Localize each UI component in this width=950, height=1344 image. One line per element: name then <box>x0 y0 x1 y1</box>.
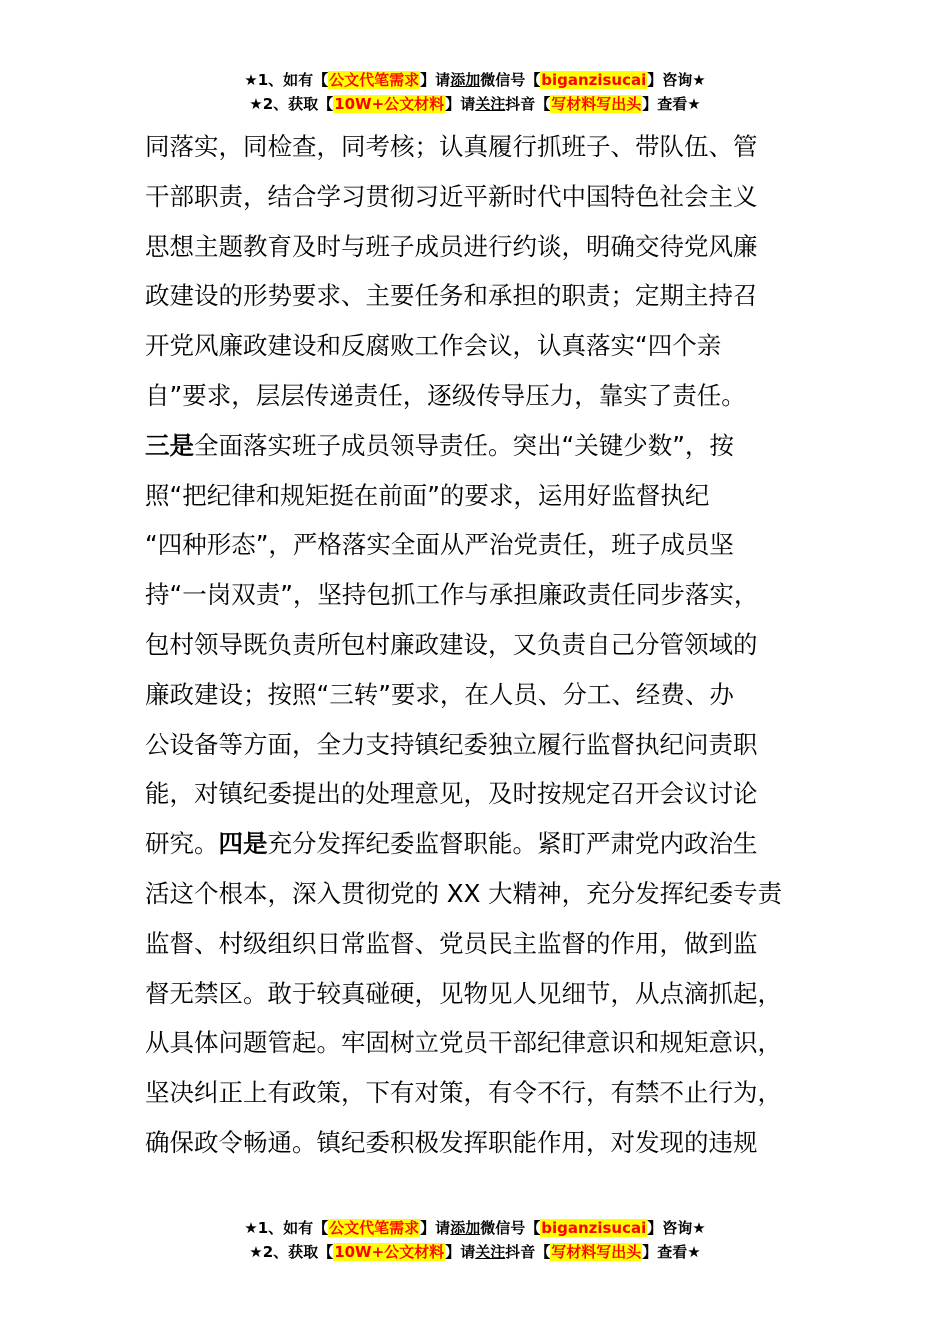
text-line: 政建设的形势要求、主要任务和承担的职责；定期主持召 <box>145 281 758 311</box>
banner-line-2 <box>0 92 950 116</box>
text-line: 活这个根本，深入贯彻党的 XX 大精神，充分发挥纪委专责 <box>145 878 783 908</box>
document-body <box>145 122 815 1168</box>
text-line: 自”要求，层层传递责任，逐级传导压力，靠实了责任。 <box>145 380 746 410</box>
banner-highlight: 10W+公文材料 <box>334 1243 445 1261</box>
banner-highlight: biganzisucai <box>541 71 647 89</box>
banner-text: 微信号【 <box>480 71 541 89</box>
section-marker-3: 三是 <box>145 430 194 460</box>
text-line: 持“一岗双责”，坚持包抓工作与承担廉政责任同步落实， <box>145 580 759 610</box>
text-line: 能，对镇纪委提出的处理意见，及时按规定召开会议讨论 <box>145 779 758 809</box>
text-run: 全面落实班子成员领导责任。突出“关键少数”，按 <box>194 430 734 460</box>
text-line: 坚决纠正上有政策，下有对策，有令不行，有禁不止行为， <box>145 1078 782 1108</box>
text-line <box>145 421 815 471</box>
banner-text: 】请 <box>445 1243 476 1261</box>
banner-text: 】咨询★ <box>647 71 706 89</box>
text-line: 监督、村级组织日常监督、党员民主监督的作用，做到监 <box>145 928 758 958</box>
banner-highlight: 公文代笔需求 <box>329 1219 420 1237</box>
text-line: 包村领导既负责所包村廉政建设，又负责自己分管领域的 <box>145 629 758 659</box>
section-marker-4: 四是 <box>218 829 268 859</box>
text-line: 确保政令畅通。镇纪委积极发挥职能作用，对发现的违规 <box>145 1127 758 1157</box>
banner-text: ★2、获取【 <box>249 95 334 113</box>
banner-text: 】查看★ <box>642 1243 701 1261</box>
text-line: 同落实，同检查，同考核；认真履行抓班子、带队伍、管 <box>145 132 758 161</box>
banner-text: 】查看★ <box>642 95 701 113</box>
banner-underlined: 关注 <box>475 95 506 113</box>
text-line: 廉政建设；按照“三转”要求，在人员、分工、经费、办 <box>145 679 734 709</box>
text-line: 公设备等方面，全力支持镇纪委独立履行监督执纪问责职 <box>145 729 758 759</box>
banner-highlight: 10W+公文材料 <box>334 95 445 113</box>
banner-line-1 <box>0 1216 950 1240</box>
banner-text: 抖音【 <box>505 1243 551 1261</box>
text-line: 照“把纪律和规矩挺在前面”的要求，运用好监督执纪 <box>145 480 710 510</box>
text-run: 充分发挥纪委监督职能。紧盯严肃党内政治生 <box>267 829 758 859</box>
footer-banner <box>0 1216 950 1264</box>
text-run: 研究。 <box>145 829 219 859</box>
banner-text: ★1、如有【 <box>244 71 329 89</box>
text-line: 督无禁区。敢于较真碰硬，见物见人见细节，从点滴抓起， <box>145 978 782 1008</box>
text-line: 思想主题教育及时与班子成员进行约谈，明确交待党风廉 <box>145 231 758 261</box>
banner-text: 抖音【 <box>505 95 551 113</box>
text-line <box>145 819 815 869</box>
banner-text: ★1、如有【 <box>244 1219 329 1237</box>
banner-underlined: 关注 <box>475 1243 506 1261</box>
banner-text: 】咨询★ <box>647 1219 706 1237</box>
banner-text: 】请 <box>445 95 476 113</box>
banner-text: 】请 <box>420 1219 451 1237</box>
banner-underlined: 添加 <box>450 71 481 89</box>
text-line: 干部职责，结合学习贯彻习近平新时代中国特色社会主义 <box>145 181 758 211</box>
header-banner <box>0 68 950 116</box>
banner-underlined: 添加 <box>450 1219 481 1237</box>
text-line: “四种形态”，严格落实全面从严治党责任，班子成员坚 <box>145 530 734 560</box>
banner-text: 】请 <box>420 71 451 89</box>
text-line: 从具体问题管起。牢固树立党员干部纪律意识和规矩意识， <box>145 1028 782 1058</box>
banner-highlight: 写材料写出头 <box>551 1243 642 1261</box>
banner-highlight: biganzisucai <box>541 1219 647 1237</box>
banner-text: 微信号【 <box>480 1219 541 1237</box>
banner-line-1 <box>0 68 950 92</box>
banner-text: ★2、获取【 <box>249 1243 334 1261</box>
banner-line-2 <box>0 1240 950 1264</box>
text-line: 开党风廉政建设和反腐败工作会议，认真落实“四个亲 <box>145 331 722 361</box>
banner-highlight: 公文代笔需求 <box>329 71 420 89</box>
banner-highlight: 写材料写出头 <box>551 95 642 113</box>
